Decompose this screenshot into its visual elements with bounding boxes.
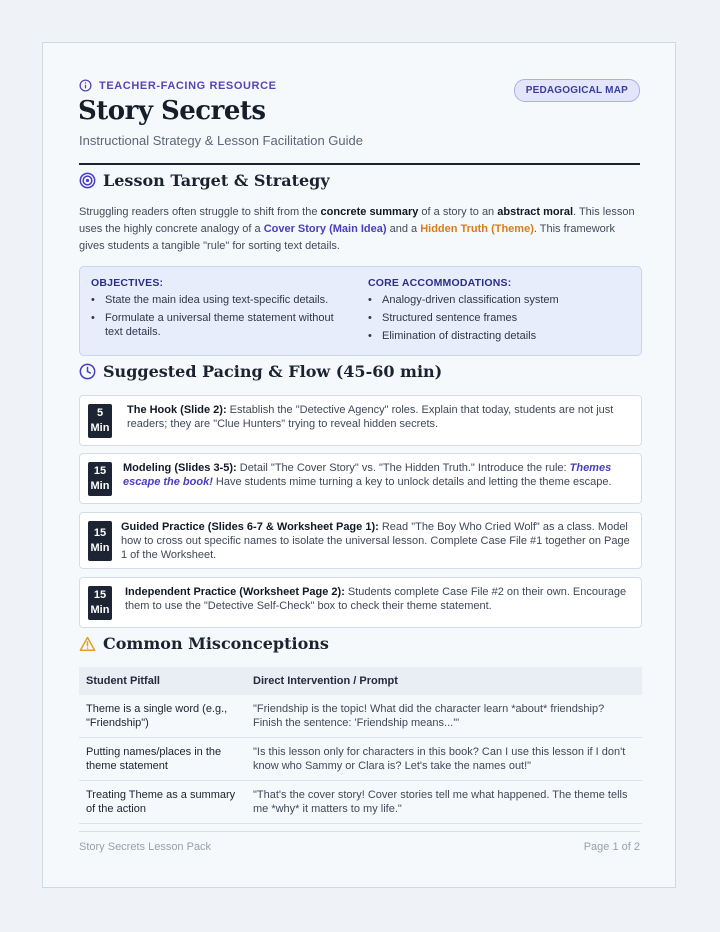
section-heading: Suggested Pacing & Flow (45-60 min) bbox=[103, 362, 443, 381]
section-heading: Common Misconceptions bbox=[103, 634, 329, 653]
section-pacing bbox=[79, 362, 442, 381]
target-icon bbox=[79, 172, 96, 189]
column-header: Direct Intervention / Prompt bbox=[246, 667, 642, 695]
table-row bbox=[79, 695, 642, 738]
page-subtitle: Instructional Strategy & Lesson Facilitation Guide bbox=[79, 133, 363, 148]
pitfall-cell: Treating Theme as a summary of the action bbox=[79, 781, 246, 824]
clock-icon bbox=[79, 363, 96, 380]
table-row bbox=[79, 781, 642, 824]
hidden-truth-term: Hidden Truth (Theme) bbox=[420, 223, 534, 235]
pacing-description: The Hook (Slide 2): Establish the "Detective Agency" roles. Explain that today, students are not just readers; they are "Clue Hunters" trying to reveal hidden secrets. bbox=[127, 404, 614, 430]
info-icon bbox=[79, 79, 92, 92]
section-lesson-target bbox=[79, 171, 330, 190]
column-header: Student Pitfall bbox=[79, 667, 246, 695]
accommodations-column bbox=[368, 277, 630, 347]
prompt-cell: "That's the cover story! Cover stories tell me what happened. The theme tells me *why* it matters to my life." bbox=[246, 781, 642, 824]
accommodation-item: • Structured sentence frames bbox=[368, 311, 630, 325]
title-divider bbox=[79, 163, 640, 165]
objectives-heading: OBJECTIVES: bbox=[91, 277, 164, 289]
strategy-intro: Struggling readers often struggle to shift from the concrete summary of a story to an abstract moral. This lesson uses the highly concrete analogy of a Cover Story (Main Idea) and a Hidden Truth (Theme). This framework gives students a tangible "rule" for sorting text details. bbox=[79, 206, 635, 252]
section-misconceptions bbox=[79, 634, 329, 653]
section-heading: Lesson Target & Strategy bbox=[103, 171, 330, 190]
duration-badge: 15 Min bbox=[88, 462, 112, 496]
footer-pack-name: Story Secrets Lesson Pack bbox=[79, 841, 212, 853]
duration-badge: 15 Min bbox=[88, 521, 112, 561]
table-header-row bbox=[79, 667, 642, 695]
pitfall-cell: Putting names/places in the theme statement bbox=[79, 738, 246, 781]
objectives-column bbox=[91, 277, 353, 343]
objective-item: • Formulate a universal theme statement without text details. bbox=[91, 311, 353, 339]
eyebrow-label: TEACHER-FACING RESOURCE bbox=[99, 79, 277, 92]
pedagogical-map-badge: PEDAGOGICAL MAP bbox=[514, 79, 640, 102]
misconceptions-table bbox=[79, 667, 642, 824]
pacing-item-modeling bbox=[79, 453, 642, 504]
pitfall-cell: Theme is a single word (e.g., "Friendship") bbox=[79, 695, 246, 738]
accommodation-item: • Elimination of distracting details bbox=[368, 329, 630, 343]
page-number: Page 1 of 2 bbox=[583, 841, 640, 853]
table-row bbox=[79, 738, 642, 781]
lesson-page bbox=[42, 42, 676, 888]
duration-badge: 5 Min bbox=[88, 404, 112, 438]
objective-item: • State the main idea using text-specific details. bbox=[91, 293, 353, 307]
duration-badge: 15 Min bbox=[88, 586, 112, 620]
prompt-cell: "Friendship is the topic! What did the character learn *about* friendship? Finish the sentence: 'Friendship means...'" bbox=[246, 695, 642, 738]
pacing-description: Independent Practice (Worksheet Page 2): Students complete Case File #2 on their own. Encourage them to use the "Detective Self-Check" box to check their theme statement. bbox=[125, 586, 627, 612]
pacing-description: Guided Practice (Slides 6-7 & Worksheet Page 1): Read "The Boy Who Cried Wolf" as a class. Model how to cross out specific names to isolate the universal lesson. Complete Case File #1 together on Page 1 of the Worksheet. bbox=[121, 521, 630, 561]
objectives-box bbox=[79, 266, 642, 356]
prompt-cell: "Is this lesson only for characters in this book? Can I use this lesson if I don't know who Sammy or Clara is? Let's take the names out!" bbox=[246, 738, 642, 781]
page-footer bbox=[79, 831, 640, 853]
pacing-item-hook bbox=[79, 395, 642, 446]
pacing-description: Modeling (Slides 3-5): Detail "The Cover Story" vs. "The Hidden Truth." Introduce the rule: Themes escape the book! Have students mime turning a key to unlock details and letting the theme escape. bbox=[123, 462, 612, 488]
resource-eyebrow bbox=[79, 79, 277, 92]
page-title: Story Secrets bbox=[78, 96, 266, 126]
warning-icon bbox=[79, 636, 96, 652]
pacing-item-independent-practice bbox=[79, 577, 642, 628]
accommodations-heading: CORE ACCOMMODATIONS: bbox=[368, 277, 512, 289]
pacing-item-guided-practice bbox=[79, 512, 642, 569]
accommodation-item: • Analogy-driven classification system bbox=[368, 293, 630, 307]
themes-escape-rule: Themes escape the book! bbox=[123, 462, 612, 488]
cover-story-term: Cover Story (Main Idea) bbox=[263, 223, 387, 235]
